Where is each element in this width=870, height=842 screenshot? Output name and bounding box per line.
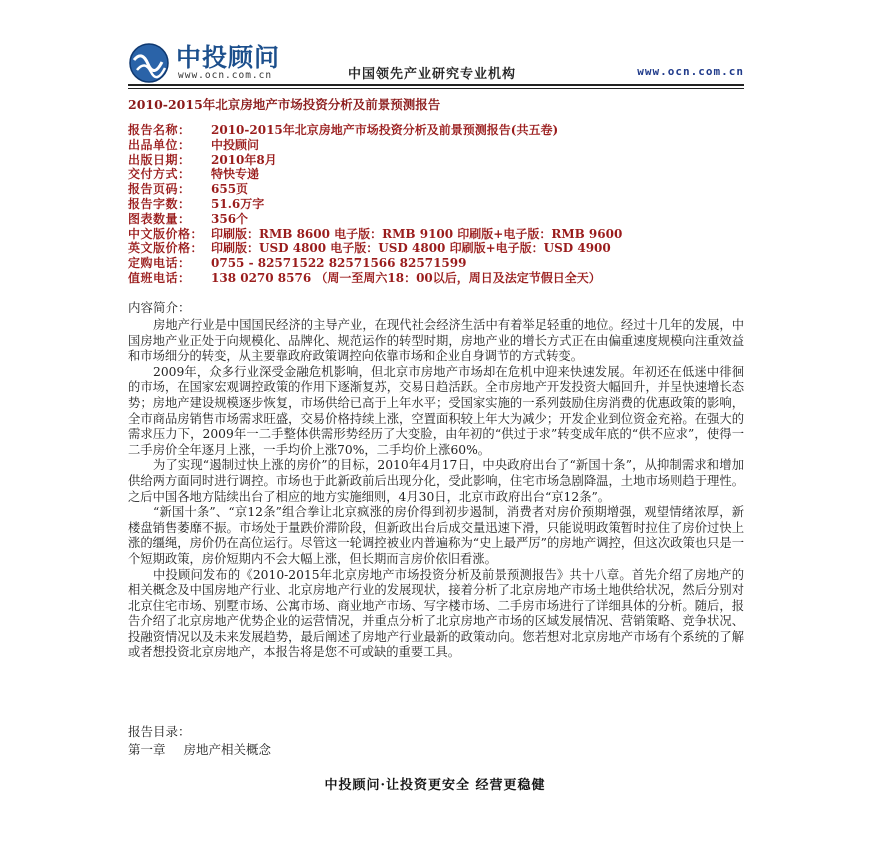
header-site-link[interactable]: www.ocn.com.cn xyxy=(637,65,744,78)
meta-row-duty-phone xyxy=(128,271,622,286)
meta-key: 报告字数： xyxy=(128,196,191,211)
brand-url: www.ocn.com.cn xyxy=(178,70,273,81)
header-slogan: 中国领先产业研究专业机构 xyxy=(348,67,517,82)
toc-chapter-1[interactable] xyxy=(128,740,271,758)
paragraph: 房地产行业是中国国民经济的主导产业，在现代社会经济生活中有着举足轻重的地位。经过十几年的发展，中国房地产业正处于向规模化、品牌化、规范运作的转型时期，房地产业的增长方式正在由偏重速度规模向注重效益和市场细分的转变，从主要靠政府政策调控向依靠市场和企业自身调节的方式转变。 xyxy=(128,318,744,364)
meta-key: 报告页码： xyxy=(128,182,191,197)
meta-value: 印刷版：USD 4800 电子版：USD 4800 印刷版+电子版：USD 4900 xyxy=(211,241,611,256)
meta-key: 出品单位： xyxy=(128,137,191,152)
meta-value: 0755 - 82571522 82571566 82571599 xyxy=(211,256,467,271)
meta-row-pages xyxy=(128,182,622,197)
chapter-title: 房地产相关概念 xyxy=(183,742,271,757)
paragraph: 为了实现“遏制过快上涨的房价”的目标，2010年4月17日，中央政府出台了“新国十条”，从抑制需求和增加供给两方面同时进行调控。市场也于此新政前后出现分化，受此影响，住宅市场急剧降温，土地市场则趋于理性。之后中国各地方陆续出台了相应的地方实施细则，4月30日，北京市政府出台“京12条”。 xyxy=(128,458,744,504)
meta-value: 2010-2015年北京房地产市场投资分析及前景预测报告(共五卷) xyxy=(211,123,559,137)
meta-row-price-cn xyxy=(128,227,622,242)
meta-key: 图表数量： xyxy=(128,211,191,226)
toc-label: 报告目录： xyxy=(128,724,191,739)
meta-key: 值班电话： xyxy=(128,270,191,285)
report-title: 2010-2015年北京房地产市场投资分析及前景预测报告 xyxy=(128,97,441,112)
meta-value: 中投顾问 xyxy=(211,137,260,152)
meta-value: 655页 xyxy=(211,182,249,197)
page-footer-slogan: 中投顾问·让投资更安全 经营更稳健 xyxy=(324,778,546,793)
meta-value: 印刷版：RMB 8600 电子版：RMB 9100 印刷版+电子版：RMB 9600 xyxy=(211,226,623,241)
meta-row-words xyxy=(128,197,622,212)
meta-row-publisher xyxy=(128,138,622,153)
meta-key: 报告名称： xyxy=(128,123,191,137)
meta-key: 出版日期： xyxy=(128,152,191,167)
intro-body xyxy=(128,318,744,661)
paragraph: 2009年，众多行业深受金融危机影响，但北京市房地产市场却在危机中迎来快速发展。年初还在低迷中徘徊的市场，在国家宏观调控政策的作用下逐渐复苏，交易日趋活跃。全市房地产开发投资大幅回升，并呈快速增长态势；房地产建设规模逐步恢复，市场供给已高于上年水平；受国家实施的一系列鼓励住房消费的优惠政策的影响，全市商品房销售市场需求旺盛，交易价格持续上涨，空置面积较上年大为减少；开发企业到位资金充裕。在强大的需求压力下，2009年一二手整体供需形势经历了大变脸，由年初的“供过于求”转变成年底的“供不应求”，使得一二手房价全年逐月上涨，一手均价上涨70%，二手均价上涨60%。 xyxy=(128,364,744,457)
header-divider-thin xyxy=(128,88,744,89)
meta-value: 2010年8月 xyxy=(211,152,277,167)
brand-name: 中投顾问 xyxy=(176,43,281,72)
meta-key: 交付方式： xyxy=(128,167,191,182)
meta-row-delivery xyxy=(128,167,622,182)
meta-row-charts xyxy=(128,212,622,227)
meta-value: 356个 xyxy=(211,211,249,226)
meta-key: 中文版价格： xyxy=(128,226,204,241)
chapter-number: 第一章 xyxy=(128,742,166,757)
logo-globe-icon xyxy=(128,42,172,84)
page-header xyxy=(128,40,744,88)
meta-row-price-en xyxy=(128,241,622,256)
report-meta xyxy=(128,123,622,286)
meta-row-name xyxy=(128,123,622,138)
intro-label: 内容简介： xyxy=(128,300,191,315)
meta-key: 定购电话： xyxy=(128,256,191,271)
header-divider xyxy=(128,84,744,86)
paragraph: 中投顾问发布的《2010-2015年北京房地产市场投资分析及前景预测报告》共十八章。首先介绍了房地产的相关概念及中国房地产行业、北京房地产行业的发展现状，接着分析了北京房地产市场土地供给状况，然后分别对北京住宅市场、别墅市场、公寓市场、商业地产市场、写字楼市场、二手房市场进行了详细具体的分析。随后，报告介绍了北京房地产优势企业的运营情况，并重点分析了北京房地产市场的区域发展情况、营销策略、竞争状况、投融资情况以及未来发展趋势，最后阐述了房地产行业最新的政策动向。您若想对北京房地产市场有个系统的了解或者想投资北京房地产，本报告将是您不可或缺的重要工具。 xyxy=(128,567,744,660)
meta-key: 英文版价格： xyxy=(128,241,204,256)
paragraph: “新国十条”、“京12条”组合拳让北京疯涨的房价得到初步遏制，消费者对房价预期增强，观望情绪浓厚，新楼盘销售萎靡不振。市场处于量跌价滞阶段，但新政出台后成交量迅速下滑，只能说明政策暂时拉住了房价过快上涨的缰绳，房价仍在高位运行。尽管这一轮调控被业内普遍称为“史上最严厉”的房地产调控，但这次政策也只是一个短期政策，房价短期内不会大幅上涨，但长期而言房价依旧看涨。 xyxy=(128,505,744,566)
brand-logo[interactable] xyxy=(128,42,308,84)
meta-row-order-phone xyxy=(128,256,622,271)
meta-value: 特快专递 xyxy=(211,167,260,182)
meta-row-date xyxy=(128,153,622,168)
meta-value: 138 0270 8576 （周一至周六18：00以后，周日及法定节假日全天） xyxy=(211,270,601,285)
meta-value: 51.6万字 xyxy=(211,196,265,211)
